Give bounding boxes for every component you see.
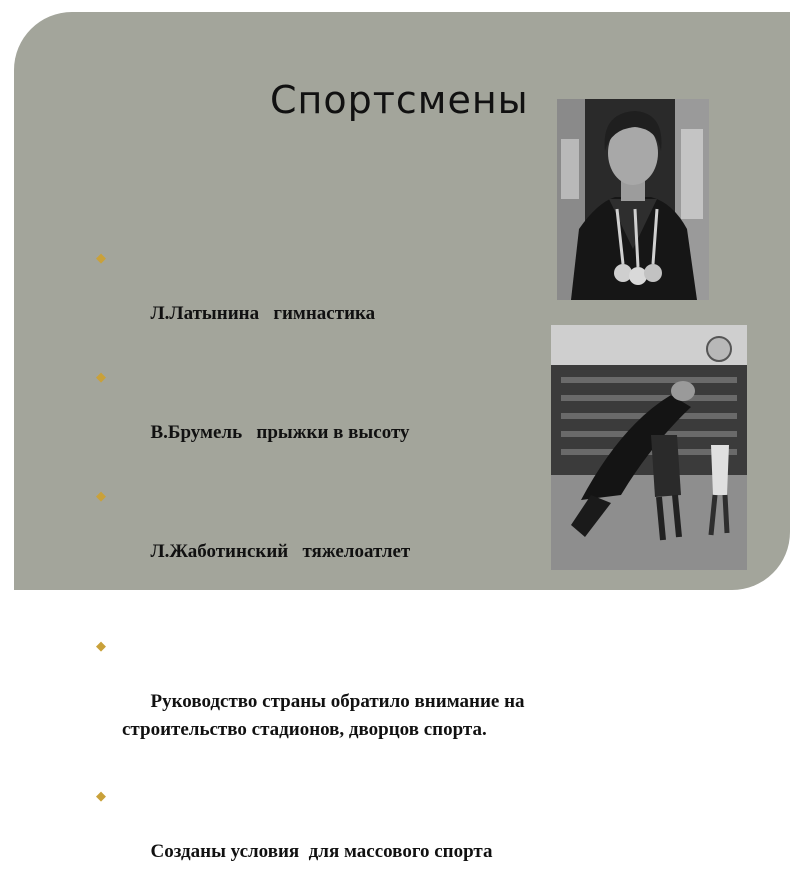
bullet-text: В.Брумель прыжки в высоту	[150, 422, 410, 443]
football-photo	[551, 325, 747, 570]
bullet-item	[96, 482, 536, 594]
diamond-bullet-icon: ◆	[96, 251, 106, 266]
diamond-bullet-icon: ◆	[96, 370, 106, 385]
bullet-item	[96, 632, 536, 772]
bullet-text: Руководство страны обратило внимание на строительство стадионов, дворцов спорта.	[122, 691, 530, 740]
bullet-text: Л.Жаботинский тяжелоатлет	[150, 541, 411, 562]
bullet-text: Л.Латынина гимнастика	[150, 303, 376, 324]
diamond-bullet-icon: ◆	[96, 789, 106, 804]
bullet-item	[96, 782, 536, 894]
slide-title: Спортсмены	[270, 78, 529, 122]
bullet-list	[96, 244, 536, 894]
athlete-photo	[557, 99, 709, 300]
diamond-bullet-icon: ◆	[96, 639, 106, 654]
diamond-bullet-icon: ◆	[96, 489, 106, 504]
bullet-item	[96, 244, 536, 356]
bullet-text: Созданы условия для массового спорта	[150, 841, 493, 862]
bullet-item	[96, 363, 536, 475]
slide	[14, 12, 790, 862]
